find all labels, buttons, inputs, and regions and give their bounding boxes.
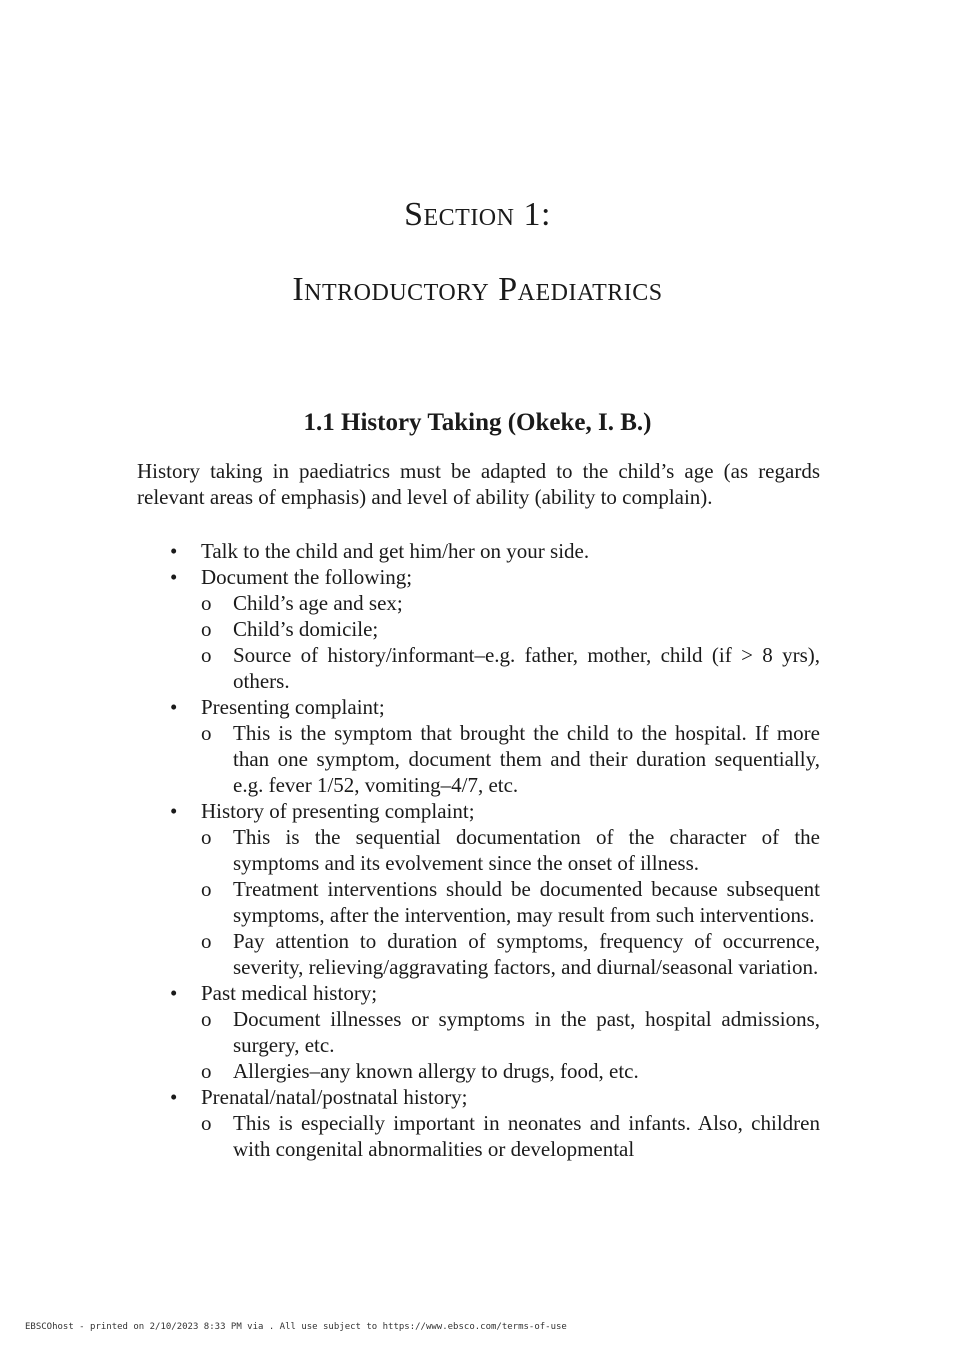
section-label: Section 1:	[404, 196, 551, 233]
bullet-marker: •	[170, 565, 178, 589]
list-item-text: History of presenting complaint;	[201, 799, 475, 823]
sub-list-item	[137, 642, 820, 694]
list-item	[137, 798, 820, 824]
sub-list-item-text: Allergies–any known allergy to drugs, food, etc.	[233, 1059, 639, 1083]
sub-list-item-text: Pay attention to duration of symptoms, frequency of occurrence, severity, relieving/aggravating factors, and diurnal/seasonal variation.	[233, 929, 820, 979]
sub-list-item	[137, 1110, 820, 1162]
sub-list-item	[137, 720, 820, 798]
sub-bullet-marker: o	[201, 877, 212, 901]
sub-list-item-text: Source of history/informant–e.g. father, mother, child (if > 8 yrs), others.	[233, 643, 820, 693]
sub-list-item	[137, 928, 820, 980]
sub-list-item	[137, 1058, 820, 1084]
section-title: Introductory Paediatrics	[292, 271, 663, 308]
bullet-marker: •	[170, 695, 178, 719]
print-footer: EBSCOhost - printed on 2/10/2023 8:33 PM via . All use subject to https://www.ebsco.com/terms-of-use	[25, 1322, 567, 1332]
chapter-heading: 1.1 History Taking (Okeke, I. B.)	[303, 409, 652, 436]
sub-list-item	[137, 590, 820, 616]
list-item-text: Presenting complaint;	[201, 695, 385, 719]
bullet-marker: •	[170, 1085, 178, 1109]
sub-list-item-text: This is the sequential documentation of the character of the symptoms and its evolvement since the onset of illness.	[233, 825, 820, 875]
sub-list-item-text: Child’s age and sex;	[233, 591, 403, 615]
sub-list-item	[137, 876, 820, 928]
bullet-marker: •	[170, 799, 178, 823]
sub-bullet-marker: o	[201, 591, 212, 615]
sub-list-item-text: Child’s domicile;	[233, 617, 379, 641]
sub-list-item-text: Treatment interventions should be documented because subsequent symptoms, after the intervention, may result from such interventions.	[233, 877, 820, 927]
sub-bullet-marker: o	[201, 1007, 212, 1031]
list-item-text: Talk to the child and get him/her on your side.	[201, 539, 590, 563]
sub-list-item-text: This is the symptom that brought the child to the hospital. If more than one symptom, document them and their duration sequentially, e.g. fever 1/52, vomiting–4/7, etc.	[233, 721, 820, 797]
sub-bullet-marker: o	[201, 1111, 212, 1135]
sub-bullet-marker: o	[201, 617, 212, 641]
list-item	[137, 564, 820, 590]
sub-bullet-marker: o	[201, 1059, 212, 1083]
bullet-list	[137, 538, 820, 1162]
sub-bullet-marker: o	[201, 643, 212, 667]
sub-list-item-text: Document illnesses or symptoms in the past, hospital admissions, surgery, etc.	[233, 1007, 820, 1057]
sub-bullet-marker: o	[201, 929, 212, 953]
bullet-marker: •	[170, 539, 178, 563]
sub-list-item	[137, 1006, 820, 1058]
list-item-text: Document the following;	[201, 565, 413, 589]
bullet-marker: •	[170, 981, 178, 1005]
intro-paragraph: History taking in paediatrics must be adapted to the child’s age (as regards relevant areas of emphasis) and level of ability (ability to complain).	[137, 459, 820, 509]
sub-bullet-marker: o	[201, 721, 212, 745]
list-item	[137, 694, 820, 720]
sub-list-item	[137, 616, 820, 642]
list-item	[137, 980, 820, 1006]
list-item-text: Past medical history;	[201, 981, 378, 1005]
list-item	[137, 538, 820, 564]
sub-list-item-text: This is especially important in neonates and infants. Also, children with congenital abnormalities or developmental	[233, 1111, 820, 1161]
sub-bullet-marker: o	[201, 825, 212, 849]
list-item	[137, 1084, 820, 1110]
list-item-text: Prenatal/natal/postnatal history;	[201, 1085, 468, 1109]
sub-list-item	[137, 824, 820, 876]
